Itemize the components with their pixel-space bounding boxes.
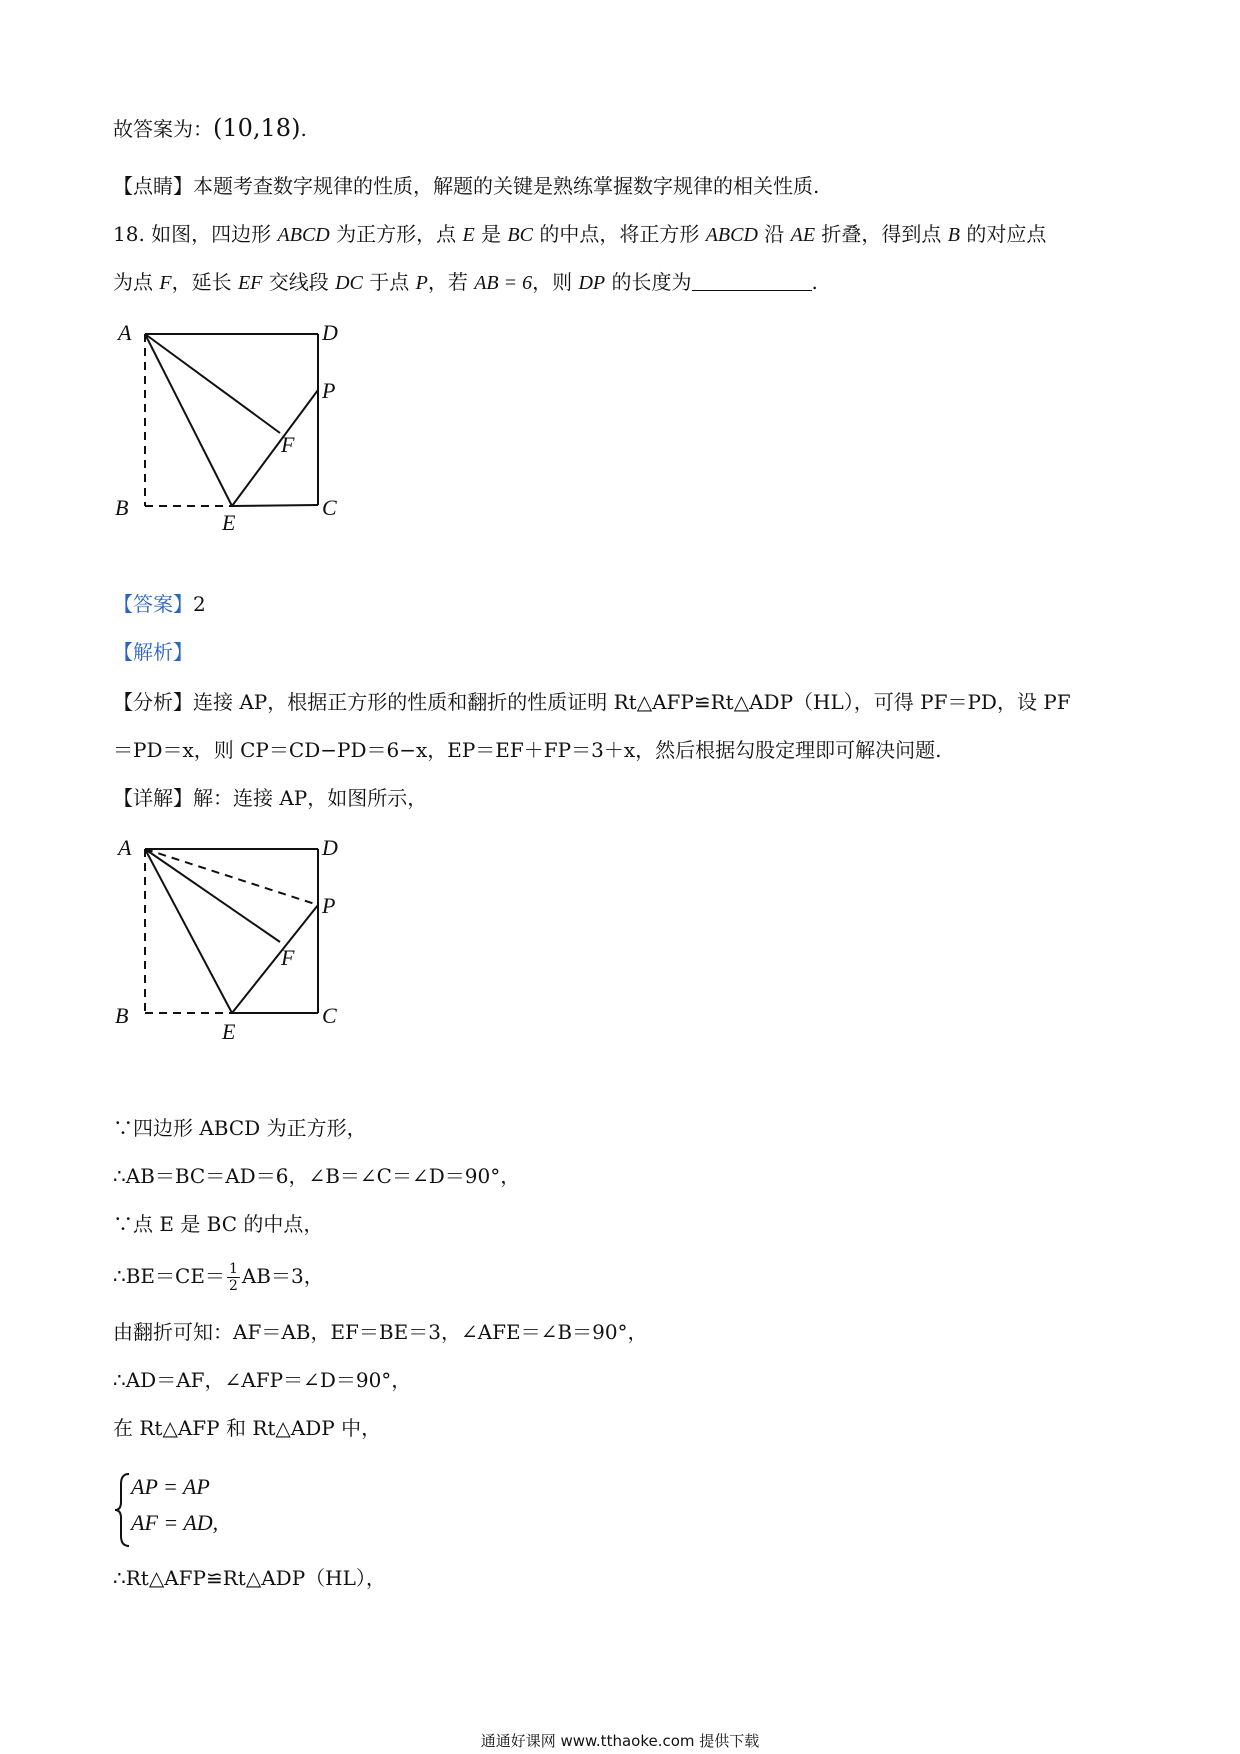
answer-line (113, 590, 206, 618)
fraction-denominator: 2 (228, 1278, 238, 1294)
label-A: A (118, 835, 132, 860)
label-D: D (322, 835, 338, 860)
segment-CE (232, 505, 318, 506)
label-P: P (322, 378, 336, 403)
equation-tail: , (212, 1510, 219, 1535)
problem-text: 的对应点 (960, 222, 1047, 246)
label-C: C (322, 1003, 337, 1028)
step-line: 由翻折可知：AF＝AB，EF＝BE＝3，∠AFE＝∠B＝90°， (113, 1320, 648, 1344)
comment-line (113, 172, 819, 200)
answer-value: 2 (193, 592, 206, 616)
previous-answer-value: (10,18) (213, 114, 301, 142)
equation-1: AP = AP (131, 1474, 210, 1499)
label-F: F (281, 945, 295, 970)
equation-2-text: AF = AD (131, 1510, 213, 1535)
math-var: EF (237, 272, 263, 294)
previous-answer-suffix: . (300, 117, 307, 141)
detail-line (113, 784, 427, 812)
step-line: ∵点 E 是 BC 的中点， (113, 1212, 324, 1236)
fenxi-line-1 (113, 688, 1071, 716)
answer-tag: 【答案】 (113, 592, 193, 616)
answer-blank (692, 270, 812, 291)
label-B: B (115, 1003, 129, 1028)
math-var: ABCD (277, 224, 330, 246)
math-var: ABCD (705, 224, 758, 246)
problem-text: 18. 如图，四边形 (113, 222, 278, 246)
comment-text: 本题考查数字规律的性质，解题的关键是熟练掌握数字规律的相关性质. (193, 174, 820, 198)
label-P: P (322, 893, 336, 918)
detail-text: 解：连接 AP，如图所示， (193, 786, 428, 810)
problem-text: 的中点，将正方形 (532, 222, 706, 246)
problem-text: 为正方形，点 (329, 222, 463, 246)
fraction-numerator: 1 (228, 1261, 238, 1277)
label-E: E (222, 1019, 236, 1044)
step-line: ∵四边形 ABCD 为正方形， (113, 1116, 367, 1140)
analysis-tag: 【解析】 (113, 640, 193, 664)
comment-tag: 【点睛】 (113, 174, 193, 198)
math-var: DP (578, 272, 606, 294)
problem-text: 是 (474, 222, 508, 246)
label-B: B (115, 495, 129, 520)
equation-2 (131, 1510, 218, 1536)
math-var: DC (335, 272, 363, 294)
problem-line-1 (113, 220, 1046, 249)
step-line: ∴AB＝BC＝AD＝6，∠B＝∠C＝∠D＝90°， (113, 1164, 521, 1188)
problem-line-2 (113, 268, 818, 297)
problem-text: 为点 (113, 270, 160, 294)
problem-text: 交线段 (262, 270, 336, 294)
problem-text: 于点 (362, 270, 416, 294)
conclusion-line: ∴Rt△AFP≌Rt△ADP（HL）， (113, 1566, 386, 1590)
previous-answer-prefix: 故答案为： (113, 117, 213, 141)
fenxi-line-2: ＝PD＝x，则 CP＝CD−PD＝6−x，EP＝EF＋FP＝3＋x，然后根据勾股定理即可解决问题. (113, 738, 942, 762)
problem-text: . (811, 270, 818, 294)
math-var: F (159, 272, 172, 294)
page-footer: 通通好课网 www.tthaoke.com 提供下载 (480, 1732, 760, 1750)
problem-text: ，延长 (171, 270, 238, 294)
label-F: F (281, 432, 295, 457)
previous-answer-line (113, 114, 307, 143)
segment-AE (145, 334, 232, 506)
problem-text: ，若 (427, 270, 475, 294)
step-frac-prefix: ∴BE＝CE＝ (113, 1264, 225, 1288)
segment-EP (232, 905, 318, 1013)
step-frac-suffix: AB＝3， (241, 1264, 324, 1288)
figure-square-fold (110, 310, 370, 540)
segment-AF (145, 849, 280, 942)
step-line: 在 Rt△AFP 和 Rt△ADP 中， (113, 1416, 382, 1440)
segment-AF (145, 334, 280, 433)
step-line: ∴AD＝AF，∠AFP＝∠D＝90°， (113, 1368, 412, 1392)
figure-square-fold-with-AP (110, 825, 370, 1055)
detail-tag: 【详解】 (113, 786, 193, 810)
math-var: BC (507, 224, 533, 246)
math-var: AB = 6 (474, 272, 533, 294)
problem-text: 折叠，得到点 (815, 222, 948, 246)
equation-system (113, 1470, 293, 1550)
fraction-one-half (227, 1261, 240, 1294)
left-brace-icon (113, 1470, 133, 1550)
math-var: B (947, 224, 960, 246)
problem-text: 沿 (757, 222, 791, 246)
label-E: E (222, 510, 236, 535)
math-var: AE (790, 224, 816, 246)
problem-text: ，则 (532, 270, 579, 294)
label-C: C (322, 495, 337, 520)
label-D: D (322, 320, 338, 345)
math-var: P (415, 272, 428, 294)
fenxi-tag: 【分析】 (113, 690, 193, 714)
label-A: A (118, 320, 132, 345)
problem-text: 的长度为 (605, 270, 692, 294)
fenxi-text-1: 连接 AP，根据正方形的性质和翻折的性质证明 Rt△AFP≌Rt△ADP（HL），可得 PF＝PD，设 PF (193, 690, 1071, 714)
math-var: E (462, 224, 475, 246)
step-line-fraction (113, 1256, 324, 1296)
